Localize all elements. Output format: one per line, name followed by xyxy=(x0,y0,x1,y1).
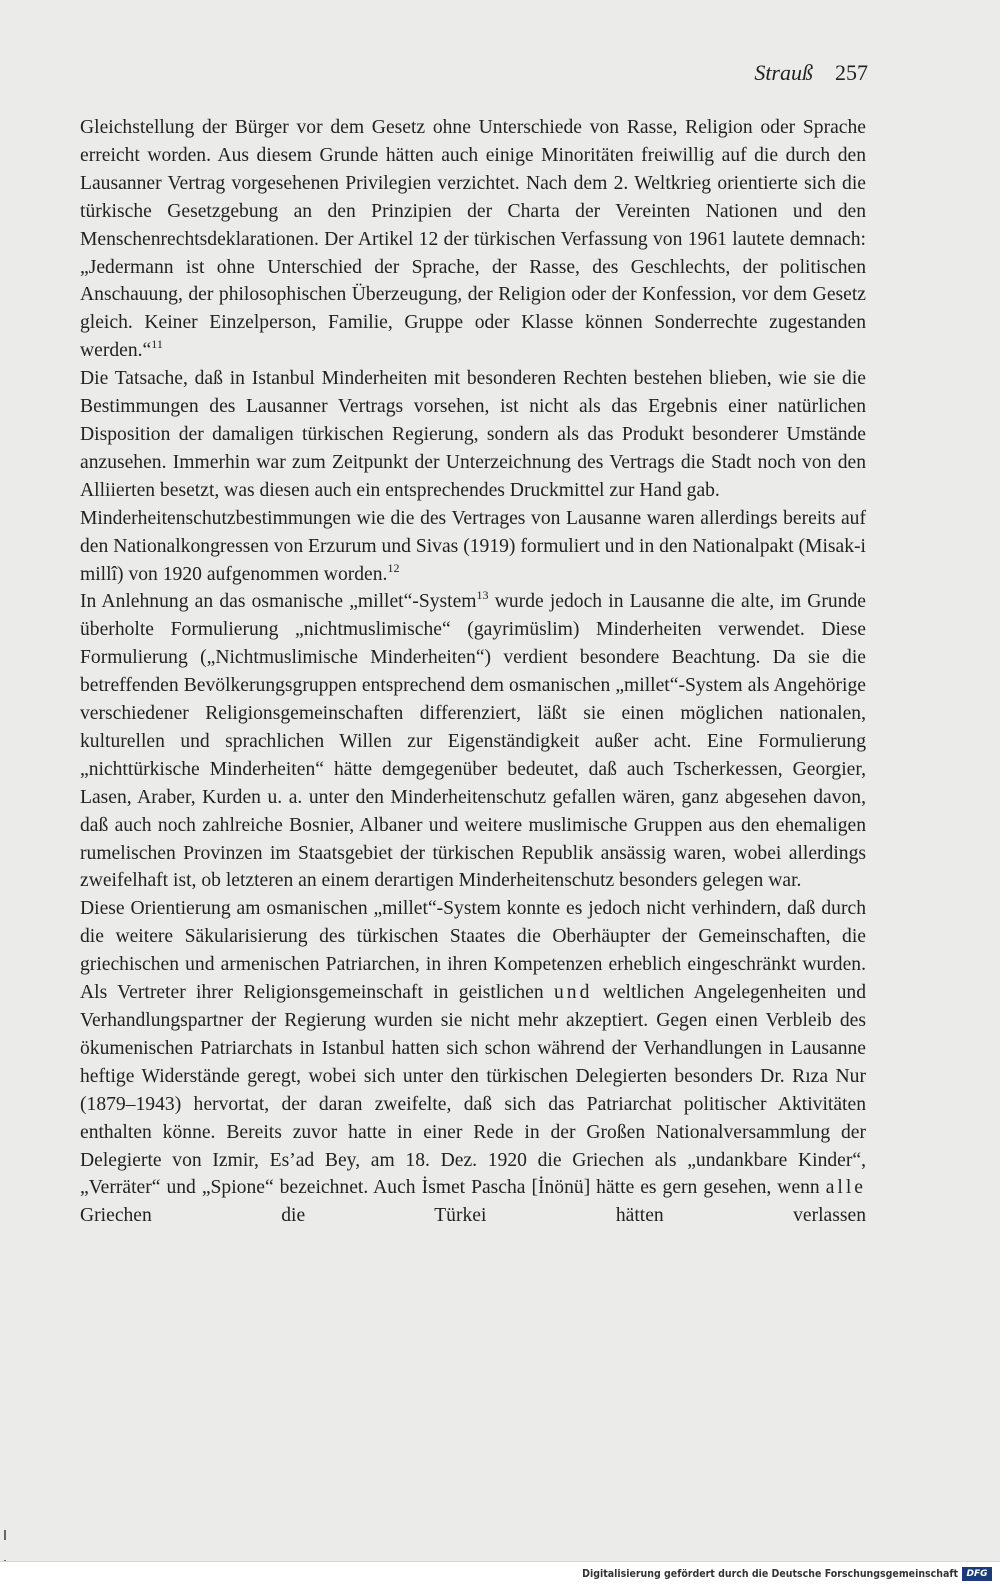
paragraph-5 xyxy=(80,895,866,1230)
spaced-emphasis-alle: alle xyxy=(825,1177,866,1199)
running-head xyxy=(754,60,868,86)
paragraph-1-text: Gleichstellung der Bürger vor dem Gesetz ohne Unterschiede von Rasse, Religion oder Sprache erreicht worden. Aus diesem Grunde hätten auch einige Minoritäten freiwillig auf die durch den Lausanner Vertrag vorgesehenen Privilegien verzichtet. Nach dem 2. Weltkrieg orientierte sich die türkische Gesetzgebung an den Prinzipien der Charta der Vereinten Nationen und den Menschenrechtsdeklarationen. Der Artikel 12 der türkischen Verfassung von 1961 lautete demnach: „Jedermann ist ohne Unterschied der Sprache, der Rasse, des Geschlechts, der politischen Anschauung, der philosophischen Überzeugung, der Religion oder der Konfession, vor dem Gesetz gleich. Keiner Einzelperson, Familie, Gruppe oder Klasse können Sonderrechte zugestanden werden.“ xyxy=(80,117,866,362)
page-number: 257 xyxy=(835,60,868,85)
dfg-logo: DFG xyxy=(962,1567,992,1581)
paragraph-3 xyxy=(80,505,866,589)
paragraph-1 xyxy=(80,114,866,365)
paragraph-4 xyxy=(80,588,866,895)
paragraph-2 xyxy=(80,365,866,505)
paragraph-4-text-b: wurde jedoch in Lausanne die alte, im Grunde überholte Formulierung „nichtmuslimische“ (gayrimüslim) Minderheiten verwendet. Diese Formulierung („Nichtmuslimische Minderheiten“) verdient besondere Beachtung. Da sie die betreffenden Bevölkerungsgruppen entsprechend dem osmanischen „millet“-System als Angehörige verschiedener Religionsgemeinschaften differenziert, läßt sie einen möglichen nationalen, kulturellen und sprachlichen Willen zur Eigenständigkeit außer acht. Eine Formulierung „nichttürkische Minderheiten“ hätte demgegenüber bedeutet, daß auch Tscherkessen, Georgier, Lasen, Araber, Kurden u. a. unter den Minderheitenschutz gefallen wären, ganz abgesehen davon, daß auch noch zahlreiche Bosnier, Albaner und weitere muslimische Gruppen aus den ehemaligen rumelischen Provinzen im Staatsgebiet der türkischen Republik ansässig waren, wobei allerdings zweifelhaft ist, ob letzteren an einem derartigen Minderheitenschutz besonders gelegen war. xyxy=(80,591,866,892)
paragraph-3-text: Minderheitenschutzbestimmungen wie die des Vertrages von Lausanne waren allerdings bereits auf den Nationalkongressen von Erzurum und Sivas (1919) formuliert und in den Nationalpakt (Misak-i millî) von 1920 aufgenommen worden. xyxy=(80,507,866,585)
paragraph-2-text: Die Tatsache, daß in Istanbul Minderheiten mit besonderen Rechten bestehen blieben, wie sie die Bestimmungen des Lausanner Vertrags vorsehen, ist nicht als das Ergebnis einer natürlichen Disposition der damaligen türkischen Regierung, sondern als das Produkt besonderer Umstände anzusehen. Immerhin war zum Zeitpunkt der Unterzeichnung des Vertrags die Stadt noch von den Alliierten besetzt, was diesen auch ein entsprechendes Druckmittel zur Hand gab. xyxy=(80,368,866,501)
footnote-ref-12: 12 xyxy=(387,560,400,575)
footnote-ref-13: 13 xyxy=(476,588,489,603)
digitization-footer xyxy=(0,1561,1000,1584)
body-text xyxy=(80,114,866,1230)
paragraph-4-text-a: In Anlehnung an das osmanische „millet“-System xyxy=(80,591,477,613)
paragraph-5-text-b: weltlichen Angelegenheiten und Verhandlungspartner der Regierung wurden sie nicht mehr akzeptiert. Gegen einen Verbleib des ökumenischen Patriarchats in Istanbul hatten sich schon während der Verhandlungen in Lausanne heftige Widerstände geregt, wobei sich unter den türkischen Delegierten besonders Dr. Rıza Nur (1879–1943) hervortat, der daran zweifelte, daß sich das Patriarchat politischer Aktivitäten enthalten könne. Bereits zuvor hatte in einer Rede in der Großen Nationalversammlung der Delegierte von Izmir, Es’ad Bey, am 18. Dez. 1920 die Griechen als „undankbare Kinder“, „Verräter“ und „Spione“ bezeichnet. Auch İsmet Pascha [İnönü] hätte es gern gesehen, wenn xyxy=(80,982,866,1199)
paragraph-5-text-c: Griechen die Türkei hätten verlassen xyxy=(80,1205,866,1227)
footer-credit: Digitalisierung gefördert durch die Deutsche Forschungsgemeinschaft xyxy=(582,1568,958,1580)
running-head-author: Strauß xyxy=(754,60,813,85)
spaced-emphasis-und: und xyxy=(553,982,593,1004)
paragraph-5-text-a: Diese Orientierung am osmanischen „millet“-System konnte es jedoch nicht verhindern, daß durch die weitere Säkularisierung des türkischen Staates die Oberhäupter der Gemeinschaften, die griechischen und armenischen Patriarchen, in ihren Kompetenzen erheblich eingeschränkt wurden. Als Vertreter ihrer Religionsgemeinschaft in geistlichen xyxy=(80,898,866,1004)
footnote-ref-11: 11 xyxy=(151,337,163,352)
scan-edge-mark xyxy=(4,1530,6,1540)
